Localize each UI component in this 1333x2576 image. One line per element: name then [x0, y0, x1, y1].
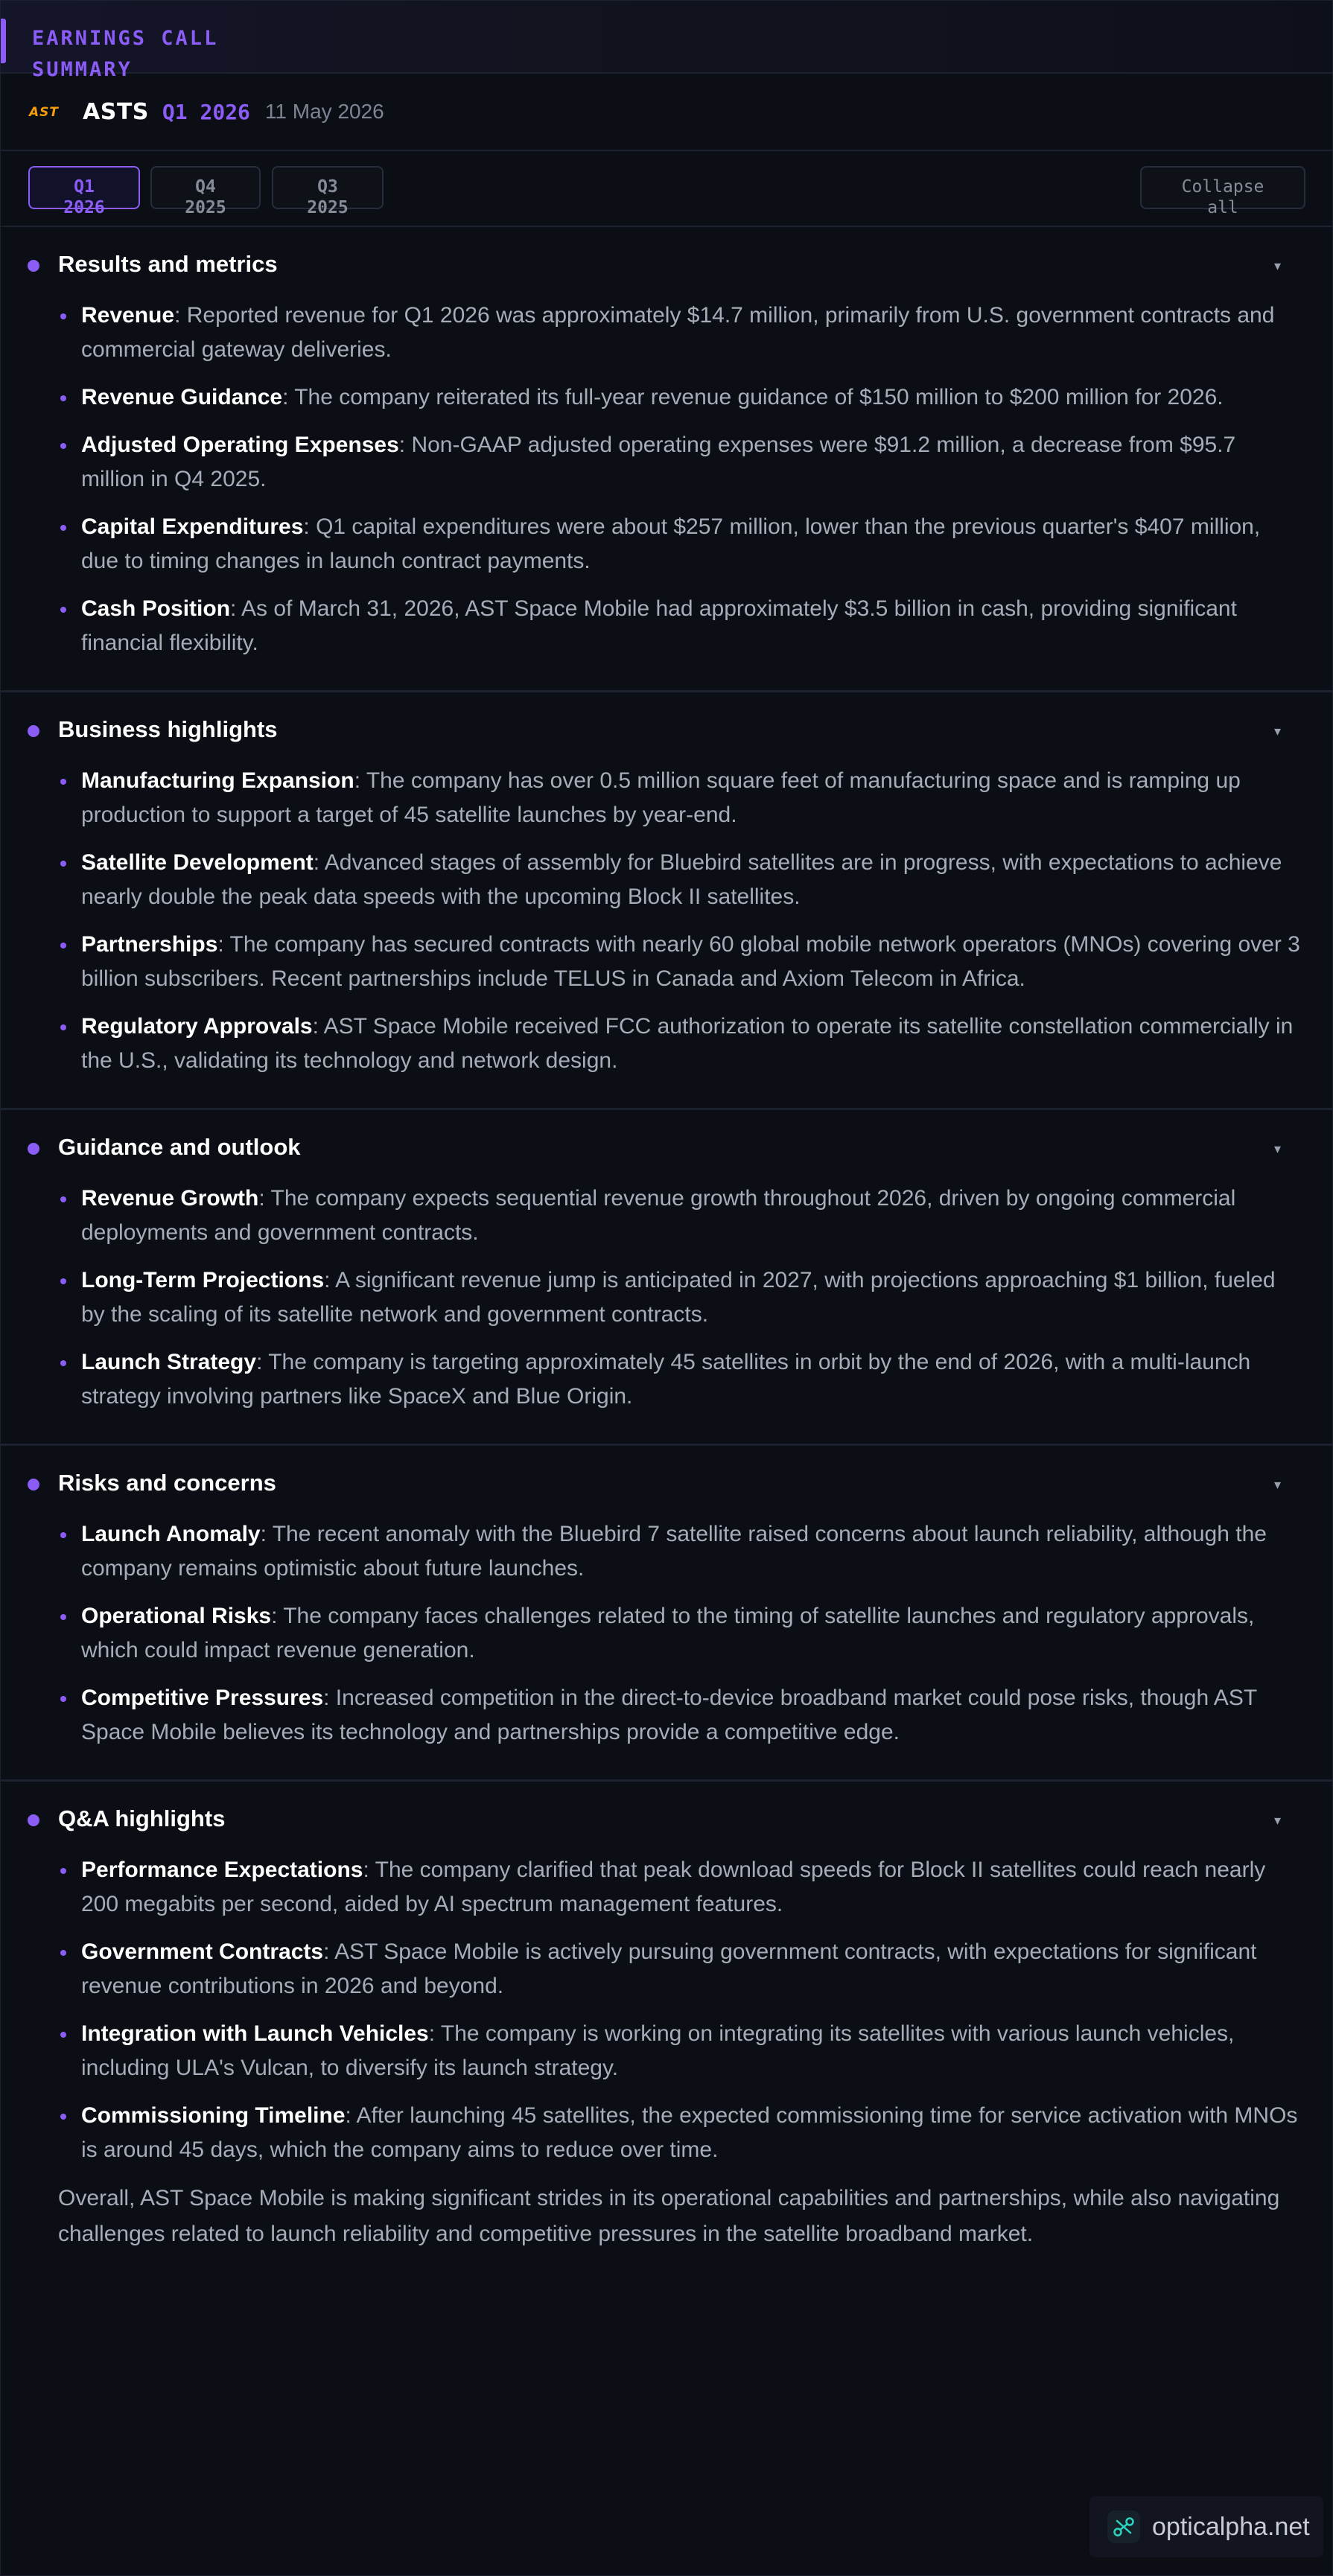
- item-term: Launch Anomaly: [81, 1522, 261, 1546]
- item-term: Manufacturing Expansion: [81, 768, 354, 793]
- item-text: : The company is targeting approximately 45 satellites in orbit by the end of 2026, with a multi-launch strategy involving partners like SpaceX and Blue Origin.: [81, 1350, 1251, 1409]
- ast-logo-text: AST: [29, 105, 59, 120]
- item-term: Launch Strategy: [81, 1350, 257, 1374]
- item-text: : The company has secured contracts with nearly 60 global mobile network operators (MNOs) covering over 3 billion subscribers. Recent partnerships include TELUS in Canada and Axiom Telecom in Africa.: [81, 932, 1300, 991]
- collapse-all-button[interactable]: [1140, 166, 1305, 217]
- item-text: : The company has over 0.5 million square feet of manufacturing space and is ramping up production to support a target of 45 satellite launches by year-end.: [81, 768, 1241, 827]
- item-text: : Increased competition in the direct-to-device broadband market could pose risks, though AST Space Mobile believes its technology and partnerships provide a competitive edge.: [81, 1686, 1257, 1744]
- chevron-down-icon[interactable]: ▾: [1274, 258, 1282, 273]
- item-text: : Reported revenue for Q1 2026 was approximately $14.7 million, primarily from U.S. government contracts and commercial gateway deliveries.: [81, 303, 1275, 362]
- item-text: : After launching 45 satellites, the expected commissioning time for service activation with MNOs is around 45 days, which the company aims to reduce over time.: [81, 2103, 1298, 2162]
- bullet-dot-icon: [28, 1479, 39, 1491]
- bullet-list: [1, 299, 1332, 660]
- section-risks-and-concerns: [1, 1446, 1332, 1782]
- section-header-qanda-highlights[interactable]: [1, 1782, 1332, 1853]
- bullet-list: [1, 1853, 1332, 2167]
- item-term: Satellite Development: [81, 850, 314, 875]
- item-text: : Non-GAAP adjusted operating expenses were $91.2 million, a decrease from $95.7 million in Q4 2025.: [81, 433, 1236, 491]
- section-business-highlights: [1, 692, 1332, 1110]
- title-accent-bar: [1, 19, 6, 63]
- item-text: : Advanced stages of assembly for Bluebird satellites are in progress, with expectations to achieve nearly double the peak data speeds with the upcoming Block II satellites.: [81, 850, 1282, 909]
- section-title: Results and metrics: [58, 251, 278, 277]
- section-title: Business highlights: [58, 716, 278, 742]
- item-term: Revenue Guidance: [81, 385, 283, 409]
- item-term: Revenue Growth: [81, 1186, 259, 1211]
- section-title: Q&A highlights: [58, 1805, 226, 1831]
- list-item: [81, 1345, 1302, 1414]
- item-term: Regulatory Approvals: [81, 1014, 313, 1039]
- item-text: : The company expects sequential revenue growth throughout 2026, driven by ongoing commercial deployments and government contracts.: [81, 1186, 1236, 1245]
- section-title: Risks and concerns: [58, 1470, 276, 1496]
- closing-summary: Overall, AST Space Mobile is making significant strides in its operational capabilities and partnerships, while also navigating challenges related to launch reliability and competitive pressures in the satellite broadband market.: [58, 2186, 1280, 2246]
- list-item: [81, 846, 1302, 914]
- list-item: [81, 428, 1302, 497]
- bullet-dot-icon: [28, 1814, 39, 1826]
- ast-logo-icon: [28, 103, 71, 121]
- list-item: [81, 1517, 1302, 1586]
- item-term: Cash Position: [81, 596, 231, 621]
- collapse-all-label-line2: all: [1207, 198, 1238, 217]
- list-item: [81, 1010, 1302, 1078]
- item-term: Government Contracts: [81, 1939, 324, 1964]
- item-text: : The company faces challenges related to the timing of satellite launches and regulatory approvals, which could impact revenue generation.: [81, 1604, 1255, 1662]
- company-header: [1, 74, 1332, 151]
- item-term: Competitive Pressures: [81, 1686, 324, 1710]
- bullet-dot-icon: [28, 725, 39, 737]
- item-term: Adjusted Operating Expenses: [81, 433, 399, 457]
- tab-q3-2025-label-line1: Q3: [317, 177, 338, 197]
- tab-q4-2025[interactable]: [150, 166, 261, 217]
- item-text: : A significant revenue jump is anticipated in 2027, with projections approaching $1 billion, fueled by the scaling of its satellite network and government contracts.: [81, 1268, 1276, 1327]
- tab-q1-2026-label-line1: Q1: [74, 177, 95, 197]
- summary-sections: [1, 227, 1332, 2269]
- list-item: [81, 592, 1302, 660]
- quarter-label: Q1 2026: [162, 99, 250, 124]
- item-term: Operational Risks: [81, 1604, 272, 1628]
- bullet-dot-icon: [28, 1143, 39, 1155]
- list-item: [81, 1263, 1302, 1332]
- bullet-list: [1, 1182, 1332, 1414]
- section-header-results-and-metrics[interactable]: [1, 227, 1332, 299]
- tab-q3-2025[interactable]: [272, 166, 384, 217]
- chevron-down-icon[interactable]: ▾: [1274, 1813, 1282, 1828]
- list-item: [81, 2017, 1302, 2085]
- list-item: [81, 299, 1302, 367]
- chevron-down-icon[interactable]: ▾: [1274, 724, 1282, 739]
- watermark-text: opticalpha.net: [1152, 2512, 1310, 2541]
- call-date: 11 May 2026: [264, 100, 384, 123]
- section-results-and-metrics: [1, 227, 1332, 692]
- collapse-all-label-line1: Collapse: [1181, 177, 1264, 197]
- section-header-risks-and-concerns[interactable]: [1, 1446, 1332, 1517]
- section-qanda-highlights: [1, 1782, 1332, 2269]
- ticker-symbol: ASTS: [83, 98, 149, 125]
- tab-q1-2026-label-line2: 2026: [63, 198, 105, 217]
- item-term: Long-Term Projections: [81, 1268, 325, 1292]
- chevron-down-icon[interactable]: ▾: [1274, 1477, 1282, 1492]
- list-item: [81, 2099, 1302, 2167]
- item-term: Integration with Launch Vehicles: [81, 2021, 429, 2046]
- item-text: : AST Space Mobile is actively pursuing government contracts, with expectations for significant revenue contributions in 2026 and beyond.: [81, 1939, 1257, 1998]
- tab-q1-2026[interactable]: [28, 166, 140, 217]
- bullet-list: [1, 764, 1332, 1078]
- section-header-business-highlights[interactable]: [1, 692, 1332, 764]
- watermark-badge[interactable]: [1089, 2496, 1323, 2557]
- section-header-guidance-and-outlook[interactable]: [1, 1110, 1332, 1182]
- bullet-dot-icon: [28, 260, 39, 272]
- list-item: [81, 928, 1302, 996]
- opticalpha-logo-icon: [1107, 2510, 1140, 2543]
- tab-q4-2025-label-line1: Q4: [195, 177, 216, 197]
- bullet-list: [1, 1517, 1332, 1750]
- item-term: Commissioning Timeline: [81, 2103, 346, 2128]
- tab-q3-2025-label-line2: 2025: [307, 198, 349, 217]
- list-item: [81, 1599, 1302, 1668]
- item-text: : Q1 capital expenditures were about $257 million, lower than the previous quarter's $407 million, due to timing changes in launch contract payments.: [81, 514, 1261, 573]
- item-term: Revenue: [81, 303, 175, 328]
- list-item: [81, 510, 1302, 578]
- list-item: [81, 380, 1302, 415]
- item-term: Capital Expenditures: [81, 514, 304, 539]
- item-text: : As of March 31, 2026, AST Space Mobile had approximately $3.5 billion in cash, providing significant financial flexibility.: [81, 596, 1237, 655]
- chevron-down-icon[interactable]: ▾: [1274, 1141, 1282, 1156]
- list-item: [81, 764, 1302, 832]
- item-text: : The company is working on integrating its satellites with various launch vehicles, including ULA's Vulcan, to diversify its launch strategy.: [81, 2021, 1235, 2080]
- quarter-tabs: [1, 151, 1332, 227]
- section-guidance-and-outlook: [1, 1110, 1332, 1446]
- item-term: Performance Expectations: [81, 1858, 363, 1882]
- item-term: Partnerships: [81, 932, 218, 957]
- list-item: [81, 1853, 1302, 1922]
- item-text: : AST Space Mobile received FCC authorization to operate its satellite constellation commercially in the U.S., validating its technology and network design.: [81, 1014, 1294, 1073]
- panel-header: [1, 1, 1332, 81]
- item-text: : The company reiterated its full-year revenue guidance of $150 million to $200 million for 2026.: [282, 385, 1224, 409]
- list-item: [81, 1935, 1302, 2003]
- panel-title: EARNINGS CALL SUMMARY: [32, 27, 219, 81]
- item-text: : The recent anomaly with the Bluebird 7 satellite raised concerns about launch reliability, although the company remains optimistic about future launches.: [81, 1522, 1267, 1581]
- tab-q4-2025-label-line2: 2025: [185, 198, 226, 217]
- section-title: Guidance and outlook: [58, 1134, 301, 1160]
- item-text: : The company clarified that peak download speeds for Block II satellites could reach nearly 200 megabits per second, aided by AI spectrum management features.: [81, 1858, 1266, 1916]
- list-item: [81, 1681, 1302, 1750]
- list-item: [81, 1182, 1302, 1250]
